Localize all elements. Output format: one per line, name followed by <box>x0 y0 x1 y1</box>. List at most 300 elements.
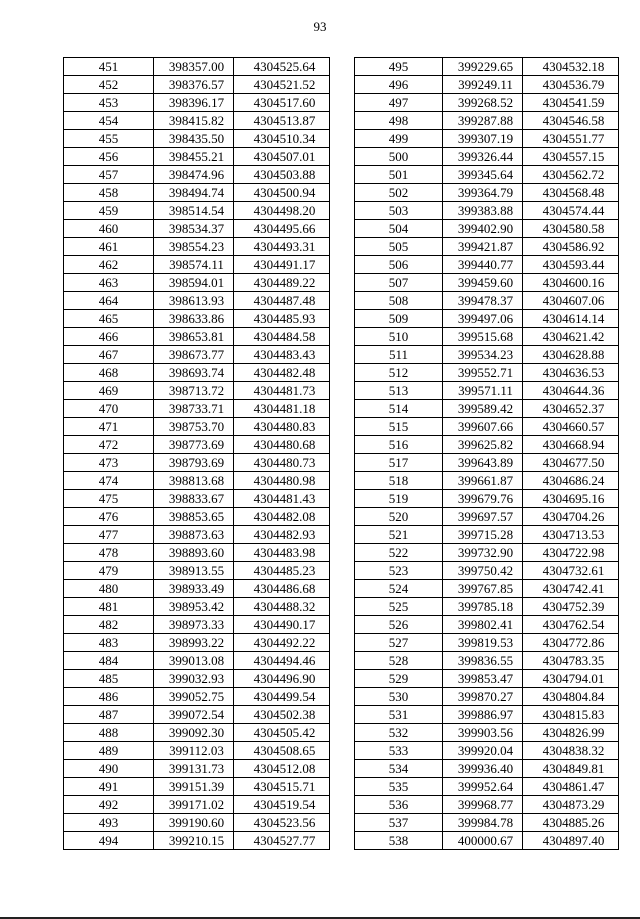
point-number-cell: 469 <box>64 382 154 400</box>
table-row <box>355 562 619 580</box>
point-number-cell: 455 <box>64 130 154 148</box>
y-coordinate-cell: 4304482.48 <box>234 364 330 382</box>
table-row <box>64 598 330 616</box>
point-number-cell: 535 <box>355 778 443 796</box>
y-coordinate-cell: 4304704.26 <box>523 508 619 526</box>
y-coordinate-cell: 4304652.37 <box>523 400 619 418</box>
table-row <box>64 256 330 274</box>
x-coordinate-cell: 399643.89 <box>443 454 523 472</box>
x-coordinate-cell: 399968.77 <box>443 796 523 814</box>
table-row <box>355 706 619 724</box>
table-row <box>355 184 619 202</box>
x-coordinate-cell: 399171.02 <box>154 796 234 814</box>
table-row <box>64 544 330 562</box>
point-number-cell: 462 <box>64 256 154 274</box>
y-coordinate-cell: 4304527.77 <box>234 832 330 850</box>
x-coordinate-cell: 399715.28 <box>443 526 523 544</box>
y-coordinate-cell: 4304742.41 <box>523 580 619 598</box>
table-row <box>64 706 330 724</box>
point-number-cell: 525 <box>355 598 443 616</box>
y-coordinate-cell: 4304621.42 <box>523 328 619 346</box>
table-row <box>64 166 330 184</box>
point-number-cell: 513 <box>355 382 443 400</box>
x-coordinate-cell: 399819.53 <box>443 634 523 652</box>
table-row <box>64 274 330 292</box>
y-coordinate-cell: 4304574.44 <box>523 202 619 220</box>
point-number-cell: 518 <box>355 472 443 490</box>
table-row <box>64 130 330 148</box>
y-coordinate-cell: 4304512.08 <box>234 760 330 778</box>
x-coordinate-cell: 398574.11 <box>154 256 234 274</box>
point-number-cell: 499 <box>355 130 443 148</box>
table-row <box>355 220 619 238</box>
point-number-cell: 530 <box>355 688 443 706</box>
point-number-cell: 501 <box>355 166 443 184</box>
table-row <box>64 418 330 436</box>
x-coordinate-cell: 398993.22 <box>154 634 234 652</box>
point-number-cell: 533 <box>355 742 443 760</box>
table-row <box>355 688 619 706</box>
table-row <box>355 274 619 292</box>
y-coordinate-cell: 4304495.66 <box>234 220 330 238</box>
point-number-cell: 521 <box>355 526 443 544</box>
y-coordinate-cell: 4304481.43 <box>234 490 330 508</box>
point-number-cell: 531 <box>355 706 443 724</box>
point-number-cell: 470 <box>64 400 154 418</box>
y-coordinate-cell: 4304500.94 <box>234 184 330 202</box>
x-coordinate-cell: 399515.68 <box>443 328 523 346</box>
y-coordinate-cell: 4304483.98 <box>234 544 330 562</box>
table-row <box>64 796 330 814</box>
point-number-cell: 478 <box>64 544 154 562</box>
x-coordinate-cell: 398534.37 <box>154 220 234 238</box>
table-row <box>355 202 619 220</box>
table-row <box>355 616 619 634</box>
table-row <box>355 634 619 652</box>
y-coordinate-cell: 4304713.53 <box>523 526 619 544</box>
point-number-cell: 454 <box>64 112 154 130</box>
x-coordinate-cell: 399151.39 <box>154 778 234 796</box>
y-coordinate-cell: 4304873.29 <box>523 796 619 814</box>
y-coordinate-cell: 4304484.58 <box>234 328 330 346</box>
point-number-cell: 452 <box>64 76 154 94</box>
x-coordinate-cell: 399750.42 <box>443 562 523 580</box>
point-number-cell: 502 <box>355 184 443 202</box>
x-coordinate-cell: 398893.60 <box>154 544 234 562</box>
x-coordinate-cell: 398613.93 <box>154 292 234 310</box>
y-coordinate-cell: 4304607.06 <box>523 292 619 310</box>
point-number-cell: 510 <box>355 328 443 346</box>
table-row <box>64 238 330 256</box>
y-coordinate-cell: 4304783.35 <box>523 652 619 670</box>
point-number-cell: 524 <box>355 580 443 598</box>
point-number-cell: 466 <box>64 328 154 346</box>
y-coordinate-cell: 4304600.16 <box>523 274 619 292</box>
point-number-cell: 503 <box>355 202 443 220</box>
table-row <box>355 544 619 562</box>
x-coordinate-cell: 398873.63 <box>154 526 234 544</box>
table-row <box>64 742 330 760</box>
y-coordinate-cell: 4304488.32 <box>234 598 330 616</box>
table-row <box>64 346 330 364</box>
point-number-cell: 490 <box>64 760 154 778</box>
y-coordinate-cell: 4304498.20 <box>234 202 330 220</box>
table-row <box>355 256 619 274</box>
point-number-cell: 522 <box>355 544 443 562</box>
x-coordinate-cell: 400000.67 <box>443 832 523 850</box>
point-number-cell: 493 <box>64 814 154 832</box>
x-coordinate-cell: 399802.41 <box>443 616 523 634</box>
y-coordinate-cell: 4304815.83 <box>523 706 619 724</box>
y-coordinate-cell: 4304510.34 <box>234 130 330 148</box>
point-number-cell: 497 <box>355 94 443 112</box>
x-coordinate-cell: 399072.54 <box>154 706 234 724</box>
y-coordinate-cell: 4304482.93 <box>234 526 330 544</box>
x-coordinate-cell: 399459.60 <box>443 274 523 292</box>
table-row <box>355 400 619 418</box>
table-row <box>355 310 619 328</box>
y-coordinate-cell: 4304507.01 <box>234 148 330 166</box>
table-row <box>64 400 330 418</box>
y-coordinate-cell: 4304481.73 <box>234 382 330 400</box>
point-number-cell: 511 <box>355 346 443 364</box>
point-number-cell: 529 <box>355 670 443 688</box>
point-number-cell: 464 <box>64 292 154 310</box>
y-coordinate-cell: 4304513.87 <box>234 112 330 130</box>
x-coordinate-cell: 398793.69 <box>154 454 234 472</box>
y-coordinate-cell: 4304491.17 <box>234 256 330 274</box>
table-row <box>64 454 330 472</box>
point-number-cell: 456 <box>64 148 154 166</box>
y-coordinate-cell: 4304660.57 <box>523 418 619 436</box>
y-coordinate-cell: 4304515.71 <box>234 778 330 796</box>
x-coordinate-cell: 399013.08 <box>154 652 234 670</box>
y-coordinate-cell: 4304568.48 <box>523 184 619 202</box>
x-coordinate-cell: 399249.11 <box>443 76 523 94</box>
table-row <box>64 292 330 310</box>
x-coordinate-cell: 399131.73 <box>154 760 234 778</box>
table-row <box>355 112 619 130</box>
x-coordinate-cell: 398415.82 <box>154 112 234 130</box>
x-coordinate-cell: 398953.42 <box>154 598 234 616</box>
x-coordinate-cell: 399767.85 <box>443 580 523 598</box>
y-coordinate-cell: 4304502.38 <box>234 706 330 724</box>
x-coordinate-cell: 398773.69 <box>154 436 234 454</box>
x-coordinate-cell: 398594.01 <box>154 274 234 292</box>
x-coordinate-cell: 399478.37 <box>443 292 523 310</box>
point-number-cell: 527 <box>355 634 443 652</box>
x-coordinate-cell: 399697.57 <box>443 508 523 526</box>
y-coordinate-cell: 4304485.93 <box>234 310 330 328</box>
point-number-cell: 487 <box>64 706 154 724</box>
point-number-cell: 528 <box>355 652 443 670</box>
point-number-cell: 473 <box>64 454 154 472</box>
table-row <box>64 328 330 346</box>
x-coordinate-cell: 399571.11 <box>443 382 523 400</box>
y-coordinate-cell: 4304487.48 <box>234 292 330 310</box>
x-coordinate-cell: 398813.68 <box>154 472 234 490</box>
point-number-cell: 471 <box>64 418 154 436</box>
y-coordinate-cell: 4304519.54 <box>234 796 330 814</box>
table-row <box>64 562 330 580</box>
x-coordinate-cell: 399229.65 <box>443 58 523 76</box>
point-number-cell: 492 <box>64 796 154 814</box>
x-coordinate-cell: 399190.60 <box>154 814 234 832</box>
x-coordinate-cell: 398376.57 <box>154 76 234 94</box>
point-number-cell: 506 <box>355 256 443 274</box>
x-coordinate-cell: 399287.88 <box>443 112 523 130</box>
y-coordinate-cell: 4304722.98 <box>523 544 619 562</box>
point-number-cell: 516 <box>355 436 443 454</box>
x-coordinate-cell: 399984.78 <box>443 814 523 832</box>
table-row <box>64 508 330 526</box>
y-coordinate-cell: 4304503.88 <box>234 166 330 184</box>
table-row <box>355 130 619 148</box>
point-number-cell: 482 <box>64 616 154 634</box>
y-coordinate-cell: 4304826.99 <box>523 724 619 742</box>
table-row <box>355 598 619 616</box>
point-number-cell: 537 <box>355 814 443 832</box>
x-coordinate-cell: 399589.42 <box>443 400 523 418</box>
y-coordinate-cell: 4304505.42 <box>234 724 330 742</box>
x-coordinate-cell: 398514.54 <box>154 202 234 220</box>
y-coordinate-cell: 4304885.26 <box>523 814 619 832</box>
point-number-cell: 520 <box>355 508 443 526</box>
y-coordinate-cell: 4304772.86 <box>523 634 619 652</box>
x-coordinate-cell: 399679.76 <box>443 490 523 508</box>
y-coordinate-cell: 4304897.40 <box>523 832 619 850</box>
y-coordinate-cell: 4304546.58 <box>523 112 619 130</box>
table-row <box>355 796 619 814</box>
table-row <box>64 778 330 796</box>
table-row <box>64 616 330 634</box>
x-coordinate-cell: 399052.75 <box>154 688 234 706</box>
x-coordinate-cell: 398554.23 <box>154 238 234 256</box>
table-row <box>355 832 619 850</box>
point-number-cell: 536 <box>355 796 443 814</box>
table-row <box>64 688 330 706</box>
y-coordinate-cell: 4304695.16 <box>523 490 619 508</box>
table-row <box>355 166 619 184</box>
y-coordinate-cell: 4304494.46 <box>234 652 330 670</box>
page-number: 93 <box>313 19 327 34</box>
y-coordinate-cell: 4304752.39 <box>523 598 619 616</box>
table-row <box>64 202 330 220</box>
y-coordinate-cell: 4304499.54 <box>234 688 330 706</box>
point-number-cell: 485 <box>64 670 154 688</box>
point-number-cell: 488 <box>64 724 154 742</box>
x-coordinate-cell: 399952.64 <box>443 778 523 796</box>
table-row <box>64 760 330 778</box>
y-coordinate-cell: 4304762.54 <box>523 616 619 634</box>
table-row <box>355 490 619 508</box>
y-coordinate-cell: 4304551.77 <box>523 130 619 148</box>
table-row <box>64 724 330 742</box>
point-number-cell: 465 <box>64 310 154 328</box>
table-row <box>355 76 619 94</box>
x-coordinate-cell: 398913.55 <box>154 562 234 580</box>
y-coordinate-cell: 4304517.60 <box>234 94 330 112</box>
point-number-cell: 526 <box>355 616 443 634</box>
coordinates-table-right <box>354 57 619 850</box>
point-number-cell: 534 <box>355 760 443 778</box>
table-row <box>64 652 330 670</box>
point-number-cell: 461 <box>64 238 154 256</box>
point-number-cell: 532 <box>355 724 443 742</box>
table-row <box>355 238 619 256</box>
y-coordinate-cell: 4304480.73 <box>234 454 330 472</box>
point-number-cell: 508 <box>355 292 443 310</box>
point-number-cell: 517 <box>355 454 443 472</box>
x-coordinate-cell: 399903.56 <box>443 724 523 742</box>
point-number-cell: 498 <box>355 112 443 130</box>
x-coordinate-cell: 398396.17 <box>154 94 234 112</box>
table-row <box>355 292 619 310</box>
y-coordinate-cell: 4304486.68 <box>234 580 330 598</box>
y-coordinate-cell: 4304492.22 <box>234 634 330 652</box>
x-coordinate-cell: 398933.49 <box>154 580 234 598</box>
y-coordinate-cell: 4304525.64 <box>234 58 330 76</box>
point-number-cell: 467 <box>64 346 154 364</box>
point-number-cell: 479 <box>64 562 154 580</box>
table-row <box>355 760 619 778</box>
table-row <box>355 148 619 166</box>
x-coordinate-cell: 398973.33 <box>154 616 234 634</box>
x-coordinate-cell: 399785.18 <box>443 598 523 616</box>
table-row <box>64 490 330 508</box>
x-coordinate-cell: 399210.15 <box>154 832 234 850</box>
table-row <box>355 778 619 796</box>
point-number-cell: 472 <box>64 436 154 454</box>
point-number-cell: 519 <box>355 490 443 508</box>
y-coordinate-cell: 4304732.61 <box>523 562 619 580</box>
x-coordinate-cell: 398693.74 <box>154 364 234 382</box>
point-number-cell: 481 <box>64 598 154 616</box>
table-row <box>64 382 330 400</box>
y-coordinate-cell: 4304686.24 <box>523 472 619 490</box>
table-row <box>355 382 619 400</box>
x-coordinate-cell: 399732.90 <box>443 544 523 562</box>
y-coordinate-cell: 4304485.23 <box>234 562 330 580</box>
x-coordinate-cell: 399421.87 <box>443 238 523 256</box>
table-row <box>64 112 330 130</box>
point-number-cell: 500 <box>355 148 443 166</box>
table-row <box>355 346 619 364</box>
y-coordinate-cell: 4304849.81 <box>523 760 619 778</box>
x-coordinate-cell: 399268.52 <box>443 94 523 112</box>
x-coordinate-cell: 399326.44 <box>443 148 523 166</box>
table-row <box>64 94 330 112</box>
y-coordinate-cell: 4304580.58 <box>523 220 619 238</box>
point-number-cell: 486 <box>64 688 154 706</box>
table-row <box>355 436 619 454</box>
y-coordinate-cell: 4304521.52 <box>234 76 330 94</box>
table-row <box>355 328 619 346</box>
point-number-cell: 515 <box>355 418 443 436</box>
x-coordinate-cell: 399853.47 <box>443 670 523 688</box>
y-coordinate-cell: 4304644.36 <box>523 382 619 400</box>
x-coordinate-cell: 398733.71 <box>154 400 234 418</box>
x-coordinate-cell: 398494.74 <box>154 184 234 202</box>
point-number-cell: 494 <box>64 832 154 850</box>
y-coordinate-cell: 4304480.98 <box>234 472 330 490</box>
y-coordinate-cell: 4304838.32 <box>523 742 619 760</box>
point-number-cell: 514 <box>355 400 443 418</box>
x-coordinate-cell: 398853.65 <box>154 508 234 526</box>
table-row <box>355 742 619 760</box>
table-row <box>64 58 330 76</box>
x-coordinate-cell: 398455.21 <box>154 148 234 166</box>
point-number-cell: 491 <box>64 778 154 796</box>
x-coordinate-cell: 399364.79 <box>443 184 523 202</box>
table-row <box>64 76 330 94</box>
x-coordinate-cell: 399936.40 <box>443 760 523 778</box>
point-number-cell: 509 <box>355 310 443 328</box>
coordinates-table-left <box>63 57 330 850</box>
point-number-cell: 457 <box>64 166 154 184</box>
table-row <box>355 508 619 526</box>
y-coordinate-cell: 4304541.59 <box>523 94 619 112</box>
y-coordinate-cell: 4304480.68 <box>234 436 330 454</box>
point-number-cell: 474 <box>64 472 154 490</box>
y-coordinate-cell: 4304480.83 <box>234 418 330 436</box>
point-number-cell: 507 <box>355 274 443 292</box>
y-coordinate-cell: 4304593.44 <box>523 256 619 274</box>
x-coordinate-cell: 399607.66 <box>443 418 523 436</box>
point-number-cell: 505 <box>355 238 443 256</box>
y-coordinate-cell: 4304508.65 <box>234 742 330 760</box>
y-coordinate-cell: 4304557.15 <box>523 148 619 166</box>
point-number-cell: 483 <box>64 634 154 652</box>
table-row <box>64 670 330 688</box>
x-coordinate-cell: 399092.30 <box>154 724 234 742</box>
y-coordinate-cell: 4304532.18 <box>523 58 619 76</box>
point-number-cell: 504 <box>355 220 443 238</box>
point-number-cell: 484 <box>64 652 154 670</box>
y-coordinate-cell: 4304794.01 <box>523 670 619 688</box>
x-coordinate-cell: 398753.70 <box>154 418 234 436</box>
table-row <box>64 526 330 544</box>
x-coordinate-cell: 399345.64 <box>443 166 523 184</box>
table-row <box>64 364 330 382</box>
x-coordinate-cell: 398474.96 <box>154 166 234 184</box>
x-coordinate-cell: 398713.72 <box>154 382 234 400</box>
y-coordinate-cell: 4304586.92 <box>523 238 619 256</box>
x-coordinate-cell: 398673.77 <box>154 346 234 364</box>
table-row <box>64 634 330 652</box>
x-coordinate-cell: 399112.03 <box>154 742 234 760</box>
y-coordinate-cell: 4304490.17 <box>234 616 330 634</box>
point-number-cell: 496 <box>355 76 443 94</box>
point-number-cell: 475 <box>64 490 154 508</box>
point-number-cell: 489 <box>64 742 154 760</box>
point-number-cell: 458 <box>64 184 154 202</box>
y-coordinate-cell: 4304628.88 <box>523 346 619 364</box>
table-row <box>355 724 619 742</box>
table-row <box>355 94 619 112</box>
table-row <box>64 436 330 454</box>
point-number-cell: 463 <box>64 274 154 292</box>
table-row <box>355 526 619 544</box>
y-coordinate-cell: 4304536.79 <box>523 76 619 94</box>
table-row <box>355 652 619 670</box>
y-coordinate-cell: 4304614.14 <box>523 310 619 328</box>
point-number-cell: 460 <box>64 220 154 238</box>
x-coordinate-cell: 398357.00 <box>154 58 234 76</box>
table-row <box>64 220 330 238</box>
table-row <box>355 454 619 472</box>
point-number-cell: 468 <box>64 364 154 382</box>
